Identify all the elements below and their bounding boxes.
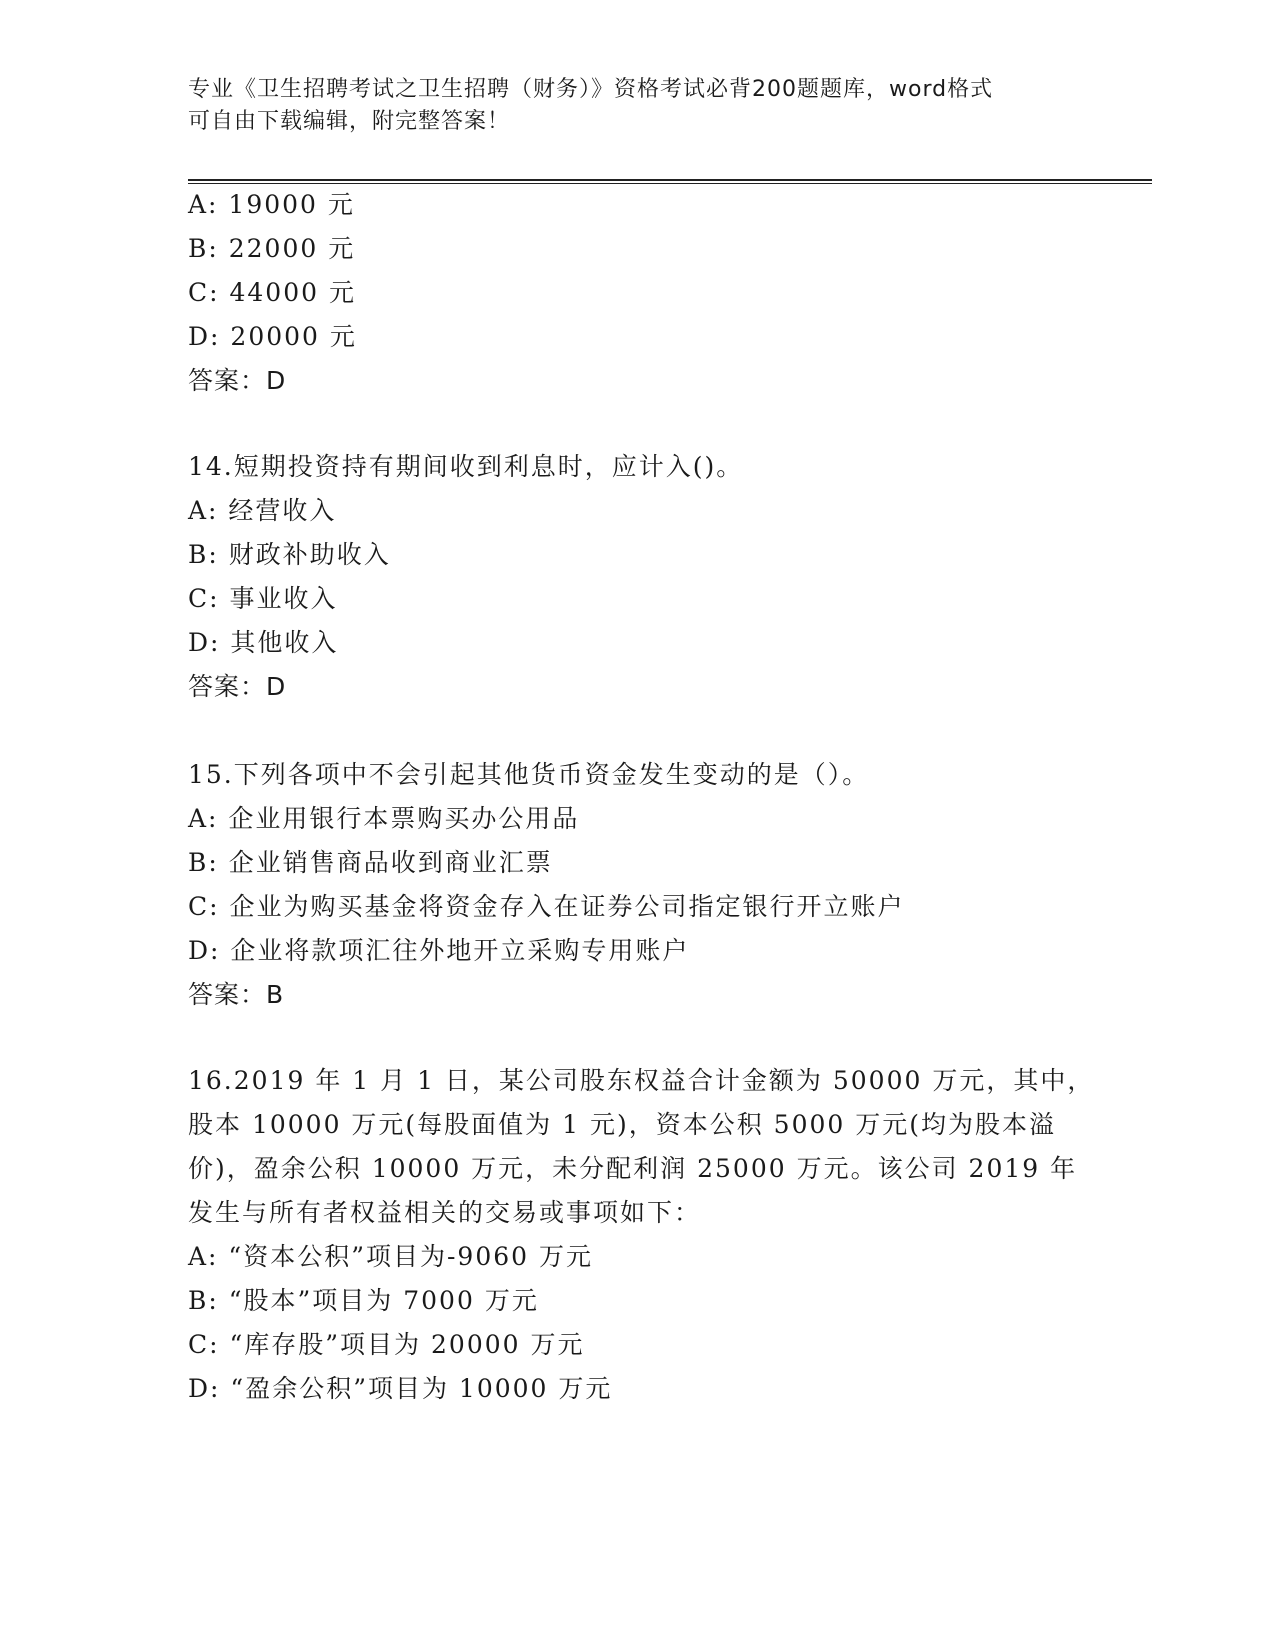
q16-question-line-3: 价)，盈余公积 10000 万元，未分配利润 25000 万元。该公司 2019 年 bbox=[188, 1154, 1078, 1183]
q13-option-d: D: 20000 元 bbox=[188, 322, 357, 351]
q14-option-a: A: 经营收入 bbox=[188, 496, 337, 525]
q14-answer: 答案：D bbox=[188, 672, 287, 701]
q14-option-c: C: 事业收入 bbox=[188, 584, 338, 613]
header-divider bbox=[188, 179, 1152, 184]
q14-option-b: B: 财政补助收入 bbox=[188, 540, 391, 569]
document-header bbox=[188, 74, 1088, 138]
q16-question-line-1: 16.2019 年 1 月 1 日，某公司股东权益合计金额为 50000 万元，其中， bbox=[188, 1066, 1095, 1095]
q14-question: 14.短期投资持有期间收到利息时，应计入()。 bbox=[188, 452, 744, 481]
q16-option-d: D: “盈余公积”项目为 10000 万元 bbox=[188, 1374, 613, 1403]
q15-option-c: C: 企业为购买基金将资金存入在证券公司指定银行开立账户 bbox=[188, 892, 905, 921]
q15-option-a: A: 企业用银行本票购买办公用品 bbox=[188, 804, 580, 833]
q15-answer: 答案：B bbox=[188, 980, 285, 1009]
header-line-1: 专业《卫生招聘考试之卫生招聘（财务）》资格考试必背200题题库，word格式 bbox=[188, 77, 994, 102]
q16-option-b: B: “股本”项目为 7000 万元 bbox=[188, 1286, 539, 1315]
q15-question: 15.下列各项中不会引起其他货币资金发生变动的是（）。 bbox=[188, 760, 870, 789]
q13-answer: 答案：D bbox=[188, 366, 287, 395]
q16-question-line-2: 股本 10000 万元(每股面值为 1 元)，资本公积 5000 万元(均为股本溢 bbox=[188, 1110, 1057, 1139]
q16-option-c: C: “库存股”项目为 20000 万元 bbox=[188, 1330, 585, 1359]
q13-option-b: B: 22000 元 bbox=[188, 234, 356, 263]
q15-option-b: B: 企业销售商品收到商业汇票 bbox=[188, 848, 553, 877]
q13-option-c: C: 44000 元 bbox=[188, 278, 356, 307]
q13-option-a: A: 19000 元 bbox=[188, 190, 355, 219]
q14-option-d: D: 其他收入 bbox=[188, 628, 339, 657]
header-line-2: 可自由下载编辑，附完整答案！ bbox=[188, 109, 511, 134]
q16-question-line-4: 发生与所有者权益相关的交易或事项如下： bbox=[188, 1198, 702, 1227]
q16-option-a: A: “资本公积”项目为-9060 万元 bbox=[188, 1242, 594, 1271]
q15-option-d: D: 企业将款项汇往外地开立采购专用账户 bbox=[188, 936, 690, 965]
